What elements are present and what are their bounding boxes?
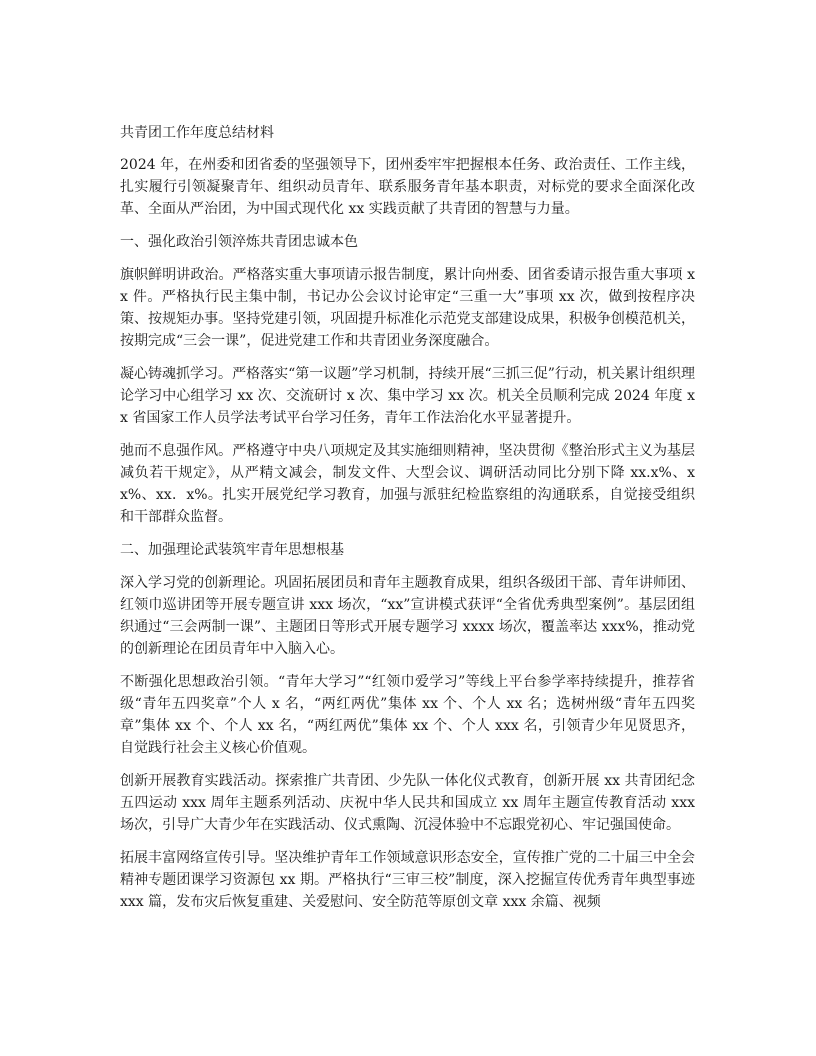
document-page [120,122,695,924]
paragraph: 拓展丰富网络宣传引导。坚决维护青年工作领域意识形态安全，宣传推广党的二十届三中全会精神专题团课学习资源包 xx 期。严格执行“三审三校”制度，深入挖掘宣传优秀青年典型事迹 xxx 篇，发布灾后恢复重建、关爱慰问、安全防范等原创文章 xxx 余篇、视频 [120,850,695,910]
paragraph: 深入学习党的创新理论。巩固拓展团员和青年主题教育成果，组织各级团干部、青年讲师团、红领巾巡讲团等开展专题宣讲 xxx 场次，“xx”宣讲模式获评“全省优秀典型案例”。基层团组织通过“三会两制一课”、主题团日等形式开展专题学习 xxxx 场次，覆盖率达 xxx%，推动党的创新理论在团员青年中入脑入心。 [120,575,695,657]
section-heading: 一、强化政治引领淬炼共青团忠诚本色 [120,234,358,250]
paragraph: 凝心铸魂抓学习。严格落实“第一议题”学习机制，持续开展“三抓三促”行动，机关累计组织理论学习中心组学习 xx 次、交流研讨 x 次、集中学习 xx 次。机关全员顺利完成 2024 年度 xx 省国家工作人员学法考试平台学习任务，青年工作法治化水平显著提升。 [120,366,695,426]
paragraph: 创新开展教育实践活动。探索推广共青团、少先队一体化仪式教育，创新开展 xx 共青团纪念五四运动 xxx 周年主题系列活动、庆祝中华人民共和国成立 xx 周年主题宣传教育活动 xxx 场次，引导广大青少年在实践活动、仪式熏陶、沉浸体验中不忘跟党初心、牢记强国使命。 [120,773,695,833]
paragraph: 弛而不息强作风。严格遵守中央八项规定及其实施细则精神，坚决贯彻《整治形式主义为基层减负若干规定》，从严精文减会，制发文件、大型会议、调研活动同比分别下降 xx.x%、xx%、xx．x%。扎实开展党纪学习教育，加强与派驻纪检监察组的沟通联系，自觉接受组织和干部群众监督。 [120,443,695,525]
document-body [120,154,695,913]
paragraph: 旗帜鲜明讲政治。严格落实重大事项请示报告制度，累计向州委、团省委请示报告重大事项 xx 件。严格执行民主集中制，书记办公会议讨论审定“三重一大”事项 xx 次，做到按程序决策、按规矩办事。坚持党建引领，巩固提升标准化示范党支部建设成果，积极争创模范机关，按期完成“三会一课”，促进党建工作和共青团业务深度融合。 [120,267,695,349]
paragraph: 2024 年，在州委和团省委的坚强领导下，团州委牢牢把握根本任务、政治责任、工作主线，扎实履行引领凝聚青年、组织动员青年、联系服务青年基本职责，对标党的要求全面深化改革、全面从严治团，为中国式现代化 xx 实践贡献了共青团的智慧与力量。 [120,157,695,217]
section-heading: 二、加强理论武装筑牢青年思想根基 [120,542,344,558]
paragraph: 不断强化思想政治引领。“青年大学习”“红领巾爱学习”等线上平台参学率持续提升，推荐省级“青年五四奖章”个人 x 名，“两红两优”集体 xx 个、个人 xx 名；选树州级“青年五四奖章”集体 xx 个、个人 xx 名，“两红两优”集体 xx 个、个人 xxx 名，引领青少年见贤思齐，自觉践行社会主义核心价值观。 [120,674,695,756]
document-title: 共青团工作年度总结材料 [120,125,274,141]
